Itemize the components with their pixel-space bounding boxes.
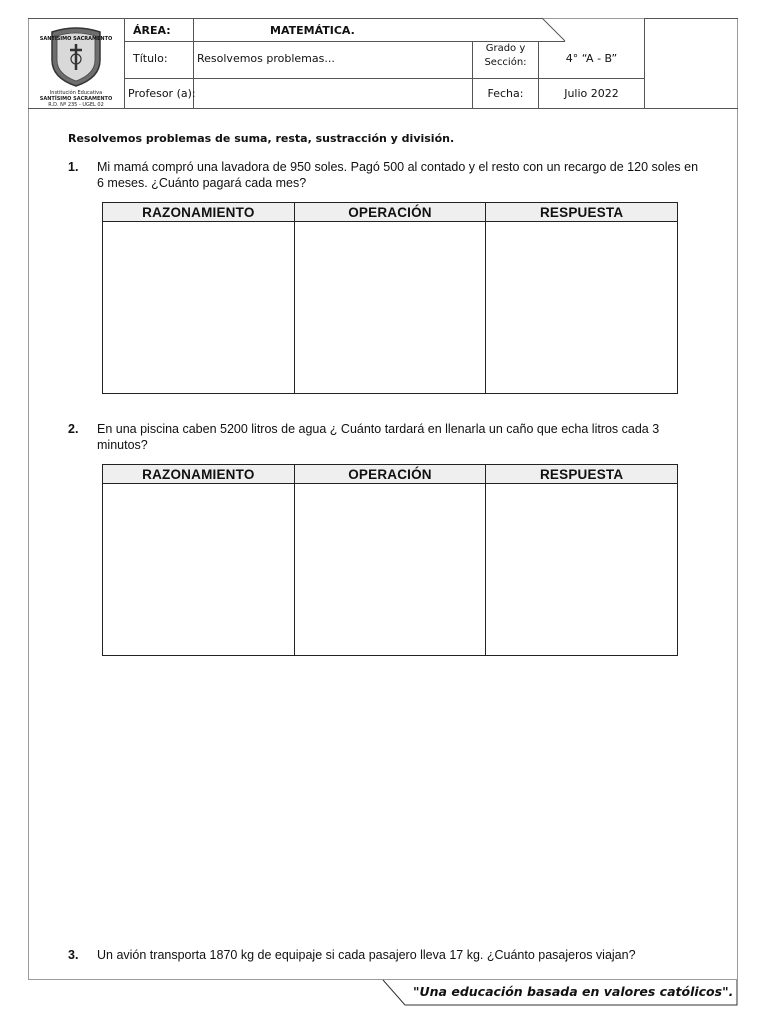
answer-cell-razonamiento[interactable] bbox=[103, 484, 295, 656]
date-value: Julio 2022 bbox=[564, 87, 619, 100]
answer-cell-operacion[interactable] bbox=[294, 222, 486, 394]
school-logo bbox=[28, 18, 124, 108]
footer-motto-box bbox=[383, 980, 738, 1006]
header-line bbox=[28, 108, 738, 109]
column-header-razonamiento: RAZONAMIENTO bbox=[103, 465, 295, 484]
header-diagonal bbox=[540, 17, 568, 43]
header-line bbox=[644, 18, 738, 19]
answer-cell-razonamiento[interactable] bbox=[103, 222, 295, 394]
column-header-operacion: OPERACIÓN bbox=[294, 203, 486, 222]
column-header-respuesta: RESPUESTA bbox=[486, 203, 678, 222]
question-text: Un avión transporta 1870 kg de equipaje si cada pasajero lleva 17 kg. ¿Cuánto pasajeros viajan? bbox=[97, 948, 636, 962]
footer-motto: "Una educación basada en valores católicos". bbox=[413, 984, 734, 999]
institution-line-2: SANTÍSIMO SACRAMENTO bbox=[39, 96, 113, 102]
area-label: ÁREA: bbox=[133, 24, 171, 37]
answer-cell-operacion[interactable] bbox=[294, 484, 486, 656]
header-line bbox=[124, 78, 644, 79]
title-label: Título: bbox=[133, 52, 168, 65]
column-header-razonamiento: RAZONAMIENTO bbox=[103, 203, 295, 222]
question-number: 1. bbox=[68, 160, 79, 174]
answer-table-1 bbox=[102, 202, 678, 394]
header-line bbox=[124, 18, 125, 108]
institution-line-1: Institución Educativa bbox=[49, 90, 103, 96]
column-header-operacion: OPERACIÓN bbox=[294, 465, 486, 484]
grade-label bbox=[473, 42, 538, 70]
intro-instruction: Resolvemos problemas de suma, resta, sustracción y división. bbox=[68, 132, 455, 145]
grade-label-line-2: Sección: bbox=[484, 57, 527, 68]
institution-line-3: R.D. Nº 235 - UGEL 02 bbox=[48, 102, 104, 108]
answer-cell-respuesta[interactable] bbox=[486, 222, 678, 394]
question-text: Mi mamá compró una lavadora de 950 soles. Pagó 500 al contado y el resto con un recargo de 120 soles en 6 meses. ¿Cuánto pagará cada mes? bbox=[97, 160, 699, 190]
answer-cell-respuesta[interactable] bbox=[486, 484, 678, 656]
question-number: 2. bbox=[68, 422, 79, 436]
grade-value: 4° “A - B” bbox=[565, 52, 618, 65]
column-header-respuesta: RESPUESTA bbox=[486, 465, 678, 484]
area-value: MATEMÁTICA. bbox=[270, 24, 355, 37]
header-line bbox=[644, 18, 645, 108]
title-value: Resolvemos problemas... bbox=[197, 52, 335, 65]
grade-label-line-1: Grado y bbox=[485, 43, 526, 54]
question-number: 3. bbox=[68, 948, 79, 962]
teacher-label: Profesor (a): bbox=[128, 87, 196, 100]
shield-crest-icon bbox=[39, 26, 113, 88]
seal-text: SANTÍSIMO SACRAMENTO bbox=[39, 36, 113, 42]
question-text: En una piscina caben 5200 litros de agua ¿ Cuánto tardará en llenarla un caño que echa litros cada 3 minutos? bbox=[97, 422, 660, 452]
date-label: Fecha: bbox=[487, 87, 524, 100]
answer-table-2 bbox=[102, 464, 678, 656]
